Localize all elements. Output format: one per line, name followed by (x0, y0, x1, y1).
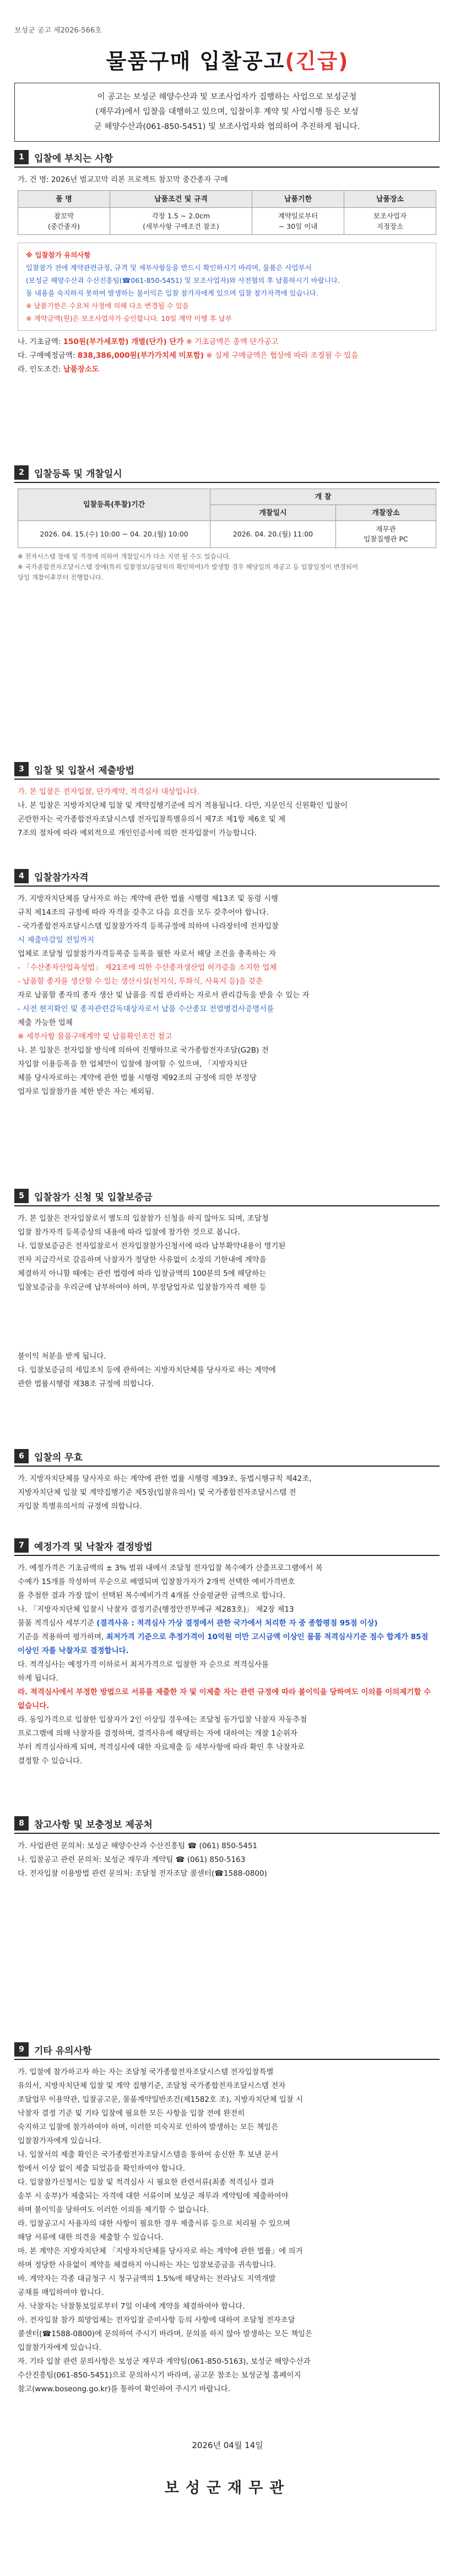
section-number: 5 (14, 1189, 29, 1203)
section-body (14, 1467, 440, 1514)
table-header: 품 명 (18, 191, 110, 208)
body-line-part: 물품 적격심사 세부기준 (18, 1619, 97, 1628)
body-line: 체를 당사자로하는 계약에 관한 법률 시행령 제92조의 규정에 의한 부정당 (18, 1074, 257, 1082)
body-line: 참고(www.boseong.go.kr)를 통하여 확인하여 주시기 바랍니다. (18, 2385, 230, 2393)
section-number: 6 (14, 1449, 29, 1463)
section-body (14, 1556, 440, 1768)
body-line: 업자로 입찰참가를 제한 받은 자는 제외됨. (18, 1087, 154, 1096)
body-line: 유의서, 지방자치단체 입찰 및 계약 집행기준, 조달청 국가종합전자조달시스템 전자 (18, 2081, 286, 2090)
body-line: 바. 계약자는 각종 대금청구 시 청구금액의 1.5%에 해당하는 전라남도 지역개발 (18, 2274, 276, 2283)
note-line: 입찰참가 전에 계약관련규정, 규격 및 세부사항등을 반드시 확인하시기 바라며, 물품은 사업부서 (26, 264, 312, 272)
issuer-name: 보성군재무관 (164, 2480, 291, 2497)
body-line: 를 추첨한 결과 가장 많이 선택된 복수예비가격 4개를 산술평균한 금액으로 합니다. (18, 1591, 286, 1600)
section-title: 입찰 및 입찰서 제출방법 (34, 765, 134, 776)
item-ra (18, 363, 436, 377)
table-row (18, 521, 436, 548)
body-line: 함에서 이상 없이 제출 되었음을 확인하여야 합니다. (18, 2164, 185, 2173)
table-header: 납품조건 및 규격 (110, 191, 252, 208)
body-line: 자입찰 이용등록을 한 업체만이 입찰에 참여할 수 있으며, 「지방자치단 (18, 1060, 248, 1069)
body-line: 자. 기타 입찰 관련 문의사항은 보성군 재무과 계약팀(061-850-5163), 보성군 해양수산과 (18, 2357, 311, 2366)
body-line: 자입찰 특별유의서의 규정에 의합니다. (18, 1502, 142, 1511)
section-3 (14, 760, 440, 840)
body-line: 입찰참가자에게 있습니다. (18, 2137, 102, 2145)
section-body (14, 2060, 440, 2396)
body-line: 수예가 15개를 작성하여 무순으로 배열되며 입찰참가자가 2개씩 선택한 예비가격번호 (18, 1577, 295, 1586)
section-number: 3 (14, 762, 29, 776)
body-line: 다. 입찰참가신청서는 입찰 및 적격심사 시 필요한 관련서류(최종 적격심사 결과 (18, 2178, 274, 2187)
body-line: 나. 본 입찰은 전자입찰 방식에 의하여 진행하므로 국가종합전자조달(G2B) 전 (18, 1046, 269, 1055)
body-line: 낙찰자 결정 기준 및 기타 입찰에 필요한 모든 사항을 입찰 전에 완전히 (18, 2109, 245, 2118)
item-na-label: 나. 기초금액: (18, 337, 61, 346)
section-header (14, 1447, 440, 1467)
item-da (18, 349, 436, 363)
section-header (14, 867, 440, 887)
body-line: 나. 본 입찰은 지방자치단체 입찰 및 계약집행기준에 의거 적용됩니다. 다만, 지문인식 신원확인 입찰이 (18, 801, 348, 810)
table-header: 개 찰 (210, 489, 436, 505)
section-header (14, 463, 440, 483)
body-line: 자로 납품할 종자의 종자 생산 및 납품을 직접 관리하는 자로서 관리감독을 받을 수 있는 자 (18, 991, 310, 1000)
note-red-line: ※ 계약금액(원)은 보조사업자가 승인합니다. 10일 계약 이행 후 납부 (26, 314, 232, 323)
table-cell: 재무관 입찰집행관 PC (335, 521, 436, 548)
body-line: 가. 지방자치단체를 당사자로 하는 계약에 관한 법률 시행령 제39조, 동법시행규칙 제42조, (18, 1474, 312, 1483)
section-number: 4 (14, 869, 29, 883)
table-header: 납품장소 (344, 191, 436, 208)
body-line: 부터 적격심사하게 되며, 적격심사에 대한 자료제출 등 세부사항에 따라 확인 후 낙찰자로 (18, 1743, 305, 1752)
table-cell: 2026. 04. 15.(수) 10:00 ~ 04. 20.(월) 10:00 (18, 521, 210, 548)
body-line: 가. 본 입찰은 전자입찰로서 별도의 입찰참가 신청을 하지 않아도 되며, 조달청 (18, 1214, 269, 1223)
bid-criteria-highlight: 최저가격 기준으로 추정가격이 10억원 미만 고시금액 이상인 물품 적격심사기준 점수 합계가 85점 이상인 자를 낙찰자로 결정합니다. (18, 1633, 429, 1655)
body-line: 아. 전자입찰 참가 희망업체는 전자입찰 준비사항 등의 사항에 대하여 조달청 전자조달 (18, 2316, 295, 2325)
section-body (14, 1834, 440, 1881)
footnote: ※ 전자시스템 장애 및 적정에 의하여 개찰일시가 다소 지연 될 수도 있습니다. (18, 552, 231, 560)
body-line: 하게 됩니다. (18, 1674, 58, 1683)
section-6 (14, 1447, 440, 1514)
footnote: 당일 개찰이후부터 진행합니다. (18, 573, 104, 581)
note-line: 동 내용을 숙지하지 못하여 발생하는 불이익은 입찰 참가자에게 있으며 입찰 참가자격에 있습니다. (26, 289, 318, 297)
schedule-table (18, 489, 436, 548)
body-line: 곤란한자는 국가종합전자조달시스템 전자입찰특별유의서 제7조 제1항 제6호 및 제 (18, 815, 286, 824)
body-line: 전자 지급각서로 갈음하며 낙찰자가 정당한 사유없이 소정의 기한내에 계약을 (18, 1255, 267, 1264)
item-na-note: ※ 기초금액은 총액 단가공고 (186, 337, 279, 346)
body-line: - 국가종합전자조달시스템 입찰참가자격 등록규정에 의하여 나라장터에 전자입찰 (18, 922, 279, 931)
section-body (14, 168, 440, 377)
body-line: 숙지하고 입찰에 참가하여야 하며, 이러한 미숙지로 인하여 발생하는 모든 책임은 (18, 2123, 279, 2132)
section-title: 입찰참가 신청 및 입찰보증금 (34, 1192, 153, 1203)
section-body (14, 483, 440, 583)
intro-box (14, 83, 440, 142)
body-line: 콜센터(☎1588-0800)에 문의하여 주시기 바라며, 문의를 하지 않아 발생하는 모든 책임은 (18, 2330, 313, 2338)
body-line: 나. 입찰보증금은 전자입찰로서 전자입찰참가신청서에 따라 납부확약내용이 명기된 (18, 1242, 286, 1251)
note-line: (보성군 해양수산과 수산진흥팀(☎061-850-5451) 및 보조사업자)와 사전협의 후 납품하시기 바랍니다. (26, 276, 340, 285)
table-cell: 보조사업자 지정장소 (344, 208, 436, 235)
item-na-value: 150원(부가세포함) 개별(단가) 단가 (63, 337, 184, 346)
body-line: - 사전 현지확인 및 종자관련감독대상자로서 납품 수산종묘 전염병검사증명서를 (18, 1005, 274, 1013)
body-line: 수산진흥팀(061-850-5451)으로 문의하시기 바라며, 공고문 참조는 보성군청 홈페이지 (18, 2371, 301, 2380)
body-line: 다. 입찰보증금의 세입조치 등에 관하여는 지방자치단체를 당사자로 하는 계약에 (18, 1366, 276, 1375)
body-line: 불이익 처분을 받게 됩니다. (18, 1352, 106, 1361)
body-line: 공채를 매입하여야 합니다. (18, 2288, 104, 2297)
note-red-line: ※ 납품기한은 수요처 사정에 의해 다소 변경될 수 있음 (26, 302, 189, 310)
body-line: 제출 가능한 업체 (18, 1018, 73, 1027)
section-title: 입찰에 부치는 사항 (34, 153, 113, 164)
section-number: 9 (14, 2042, 29, 2057)
table-subheader: 개찰일시 (210, 505, 336, 521)
item-da-note: ※ 실제 구매금액은 협상에 따라 조정될 수 있음 (206, 351, 359, 360)
footnote: ※ 국가종합전자조달시스템 장애(특히 입찰정보/응답처리 확인하여)가 발생할 경우 해당일의 재공고 등 입찰일정이 변경되어 (18, 563, 359, 571)
section-9 (14, 2040, 440, 2396)
section-body (14, 1206, 440, 1391)
item-table (18, 190, 436, 235)
page-title (0, 44, 455, 74)
body-line: 나. 「지방자치단체 입찰시 낙찰자 결정기준(행정안전부예규 제283호)」 제2장 제13 (18, 1605, 294, 1614)
item-da-value: 838,386,000원(부가가치세 미포함) (77, 351, 204, 360)
notice-number: 보성군 공고 제2026-566호 (14, 26, 102, 35)
body-line: 입찰 참가자격 등록증상의 내용에 따라 입찰에 참가한 것으로 봅니다. (18, 1228, 240, 1237)
table-cell: 참꼬막 (중간종자) (18, 208, 110, 235)
item-ra-value: 납품장소도 (63, 365, 99, 374)
section-7 (14, 1536, 440, 1768)
body-line: 프로그램에 의해 낙찰자를 결정하며, 결격사유에 해당하는 자에 대하여는 개찰 1순위자 (18, 1729, 297, 1738)
red-note: 라. 적격심사에서 부정한 방법으로 서류를 제출한 자 및 이제출 자는 관련 규정에 따라 불이익을 당하여도 이의를 이의제기할 수 없습니다. (18, 1688, 431, 1710)
body-line: 입찰참가자에게 있습니다. (18, 2343, 102, 2352)
bid-criteria-highlight: (결격사유 : 적격심사 가상 결정에서 관한 국가에서 처리한 자 중 종합평점 95점 이상) (96, 1619, 378, 1628)
body-line: ※ 세부사항 물품구매계약 및 납품확인조건 참고 (18, 1032, 172, 1041)
body-line: 입찰보증금을 우리군에 납부하여야 하며, 부정당업자로 입찰참가자격 제한 등 (18, 1283, 267, 1292)
body-line: 나. 입찰서의 제출 확인은 국가종합전자조달시스템을 통하여 송신한 후 보낸 문서 (18, 2150, 279, 2159)
contact-line: 나. 입찰공고 관련 문의처: 보성군 재무과 계약팀 ☎ (061) 850-5163 (18, 1855, 246, 1864)
body-line: - 납품할 종자를 생산할 수 있는 생산시설(천지식, 투화식, 사육지 등)을 갖춘 (18, 977, 263, 986)
body-line-part: 기준을 적용하여 평가하며, (18, 1633, 106, 1641)
section-header (14, 1536, 440, 1556)
intro-line: (재무과)에서 입찰을 대행하고 있으며, 입찰이후 계약 및 사업시행 등은 보성 (95, 108, 359, 116)
title-main: 물품구매 입찰공고 (106, 49, 285, 73)
section-number: 1 (14, 150, 29, 164)
section-5 (14, 1187, 440, 1391)
body-line: 규칙 제14조의 규정에 따라 자격을 갖추고 다음 요건을 모두 갖추어야 합니다. (18, 908, 269, 917)
body-line: 해당 서류에 대한 의견을 제출할 수 있습니다. (18, 2233, 164, 2242)
body-line (18, 1630, 436, 1658)
section-title: 기타 유의사항 (34, 2045, 92, 2057)
section-header (14, 1187, 440, 1206)
contact-line: 가. 사업관련 문의처: 보성군 해양수산과 수산진흥팀 ☎ (061) 850-5451 (18, 1842, 258, 1850)
section-header (14, 1814, 440, 1834)
item-ra-label: 라. 인도조건: (18, 365, 61, 374)
body-line (18, 1617, 436, 1630)
body-line: 결정할 수 있습니다. (18, 1757, 83, 1765)
notes-box (18, 243, 436, 331)
section-title: 입찰참가자격 (34, 872, 89, 883)
item-da-label: 다. 구매예정금액: (18, 351, 75, 360)
body-line: - 「수산종자산업육성법」 제21조에 의한 수산종자생산업 허가증을 소지한 업체 (18, 963, 277, 972)
body-line (18, 1295, 436, 1350)
table-row (18, 208, 436, 235)
section-number: 7 (14, 1538, 29, 1553)
section-header (14, 2040, 440, 2060)
section-title: 입찰의 무효 (34, 1452, 83, 1463)
body-line: 가. 입찰에 참가하고자 하는 자는 조달청 국가종합전자조달시스템 전자입찰특별 (18, 2068, 274, 2076)
table-header: 입찰등록(투찰)기간 (18, 489, 210, 521)
section-header (14, 760, 440, 780)
body-line: 가. 본 입찰은 전자입찰, 단가계약, 적격심사 대상입니다. (18, 787, 199, 796)
body-line: 하며 불이익을 당하여도 이러한 이의를 제기할 수 없습니다. (18, 2205, 209, 2214)
title-urgent: (긴급) (285, 49, 349, 73)
table-cell: 각장 1.5 ~ 2.0cm (세부사항 구매조건 참조) (110, 208, 252, 235)
section-8 (14, 1814, 440, 1881)
notice-date: 2026년 04월 14일 (192, 2440, 263, 2450)
body-line: 마. 본 계약은 지방자치단체 「지방자치단체를 당사자로 하는 계약에 관한 법률」에 의거 (18, 2247, 303, 2256)
body-line: 지방자치단체 입찰 및 계약집행기준 제5장(입찰유의서) 및 국가종합전자조달시스템 전 (18, 1488, 296, 1497)
body-line: 라. 동일가격으로 입찰한 입찰자가 2인 이상일 경우에는 조달청 동가입찰 낙찰자 자동추첨 (18, 1715, 307, 1724)
body-line: 7조의 절차에 따라 예외적으로 개인인증서에 의한 전자입찰이 가능합니다. (18, 829, 257, 838)
contact-line: 다. 전자입찰 이용방법 관련 문의처: 조달청 전자조달 콜센터(☎1588-0800) (18, 1869, 267, 1878)
section-title: 예정가격 및 낙찰자 결정방법 (34, 1541, 153, 1553)
item-ga: 가. 건 명: 2026년 벌교꼬막 리본 프로젝트 참꼬막 중간종자 구매 (18, 175, 228, 184)
body-line: 관한 법률시행령 제38조 규정에 의합니다. (18, 1380, 154, 1388)
body-line: 라. 입찰공고시 사용자의 대한 사항이 필요한 경우 제출서류 등으로 처리될 수 있으며 (18, 2219, 290, 2228)
intro-line: 이 공고는 보성군 해양수산과 및 보조사업자가 집행하는 사업으로 보성군청 (97, 93, 357, 101)
section-number: 2 (14, 465, 29, 480)
table-header: 납품기한 (252, 191, 344, 208)
body-line: 사. 낙찰자는 낙찰통보일로부터 7일 이내에 계약을 체결하여야 합니다. (18, 2302, 245, 2311)
body-line: 시 제출마감일 전일까지 (18, 936, 94, 944)
section-4 (14, 867, 440, 1099)
body-line: 업체로 조달청 입찰참가자격등록증 등록을 필한 자로서 해당 조건을 충족하는 자 (18, 949, 276, 958)
body-line: 체결하지 아니할 때에는 관련 법령에 따라 입찰금액의 100분의 5에 해당하는 (18, 1269, 267, 1278)
body-line: 송부 시 송부)가 제출되는 자격에 대한 서류이며 보성군 재무과 계약팀에 제출하여야 (18, 2192, 289, 2201)
body-line: 가. 예정가격은 기초금액의 ± 3% 범위 내에서 조달청 전자입찰 복수예가 산출프로그램에서 복 (18, 1564, 323, 1573)
section-number: 8 (14, 1816, 29, 1831)
section-2 (14, 463, 440, 583)
body-line: 하며 정당한 사유없이 계약을 체결하지 아니하는 자는 입찰보증금을 귀속합니다. (18, 2261, 276, 2269)
section-1 (14, 148, 440, 377)
body-line: 가. 지방자치단체를 당사자로 하는 계약에 관한 법률 시행령 제13조 및 동령 시행 (18, 894, 278, 903)
table-subheader: 개찰장소 (335, 505, 436, 521)
section-body (14, 780, 440, 840)
table-cell: 계약일로부터 ~ 30일 이내 (252, 208, 344, 235)
item-na (18, 335, 436, 349)
section-title: 참고사항 및 보충정보 제공처 (34, 1819, 153, 1831)
section-header (14, 148, 440, 168)
notes-title: ※ 입찰참가 유의사항 (26, 251, 91, 259)
body-line: 조달업무 이용약관, 입찰공고문, 물품계약일반조건(제1582호 조), 지방자치단체 입찰 시 (18, 2095, 304, 2104)
section-title: 입찰등록 및 개찰일시 (34, 468, 122, 480)
section-body (14, 887, 440, 1099)
intro-line: 군 해양수산과(061-850-5451) 및 보조사업자와 협의하여 추진하게 됩니다. (94, 122, 360, 131)
table-cell: 2026. 04. 20.(월) 11:00 (210, 521, 336, 548)
body-line: 다. 적격심사는 예정가격 이하로서 최저가격으로 입찰한 자 순으로 적격심사를 (18, 1660, 269, 1669)
